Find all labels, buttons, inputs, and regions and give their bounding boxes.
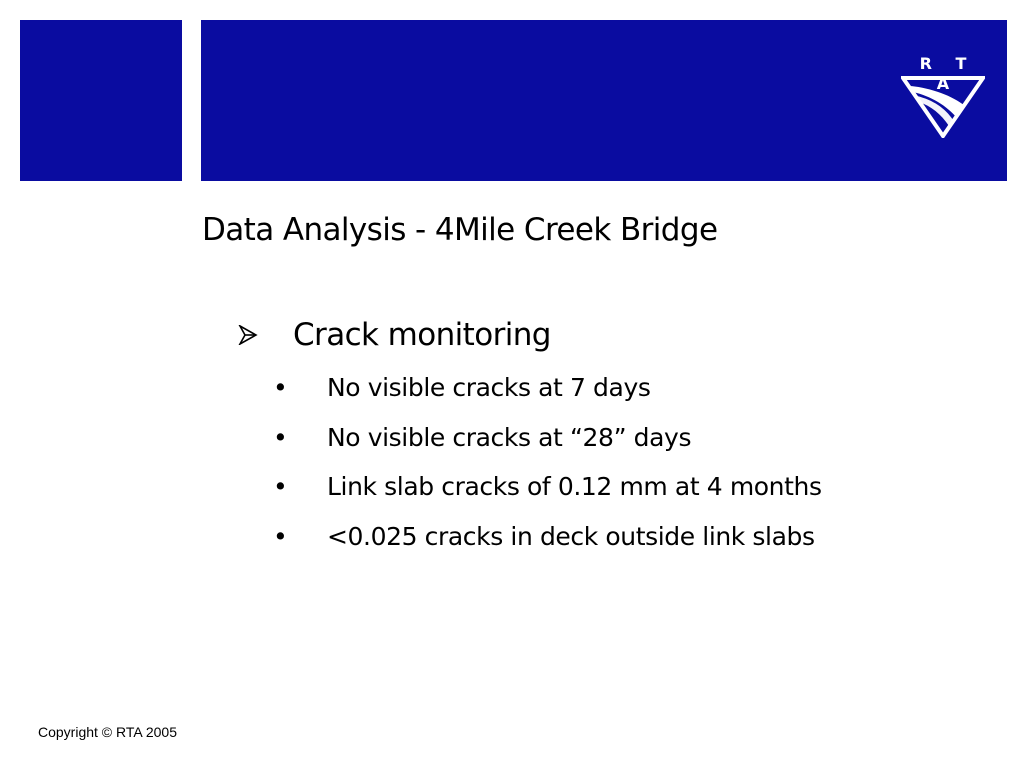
bullet-dot: •: [273, 373, 288, 402]
main-bullet-label: Crack monitoring: [293, 317, 551, 353]
list-item-text: No visible cracks at 7 days: [327, 373, 651, 402]
list-item-text: No visible cracks at “28” days: [327, 422, 692, 452]
rta-logo: [897, 54, 989, 144]
list-item-text: Link slab cracks of 0.12 mm at 4 months: [327, 472, 822, 501]
slide-title: Data Analysis - 4Mile Creek Bridge: [202, 212, 718, 248]
arrow-bullet-icon: [238, 325, 258, 345]
rta-triangle-road-logo-icon: [901, 76, 985, 138]
bullet-dot: •: [273, 472, 288, 501]
copyright-footer: Copyright © RTA 2005: [38, 724, 177, 740]
logo-text: R T A: [919, 54, 976, 93]
header-banner: [201, 20, 1007, 181]
list-item-text: <0.025 cracks in deck outside link slabs: [327, 521, 815, 551]
bullet-dot: •: [273, 422, 288, 452]
header-block-left: [20, 20, 182, 181]
bullet-dot: •: [273, 521, 288, 551]
